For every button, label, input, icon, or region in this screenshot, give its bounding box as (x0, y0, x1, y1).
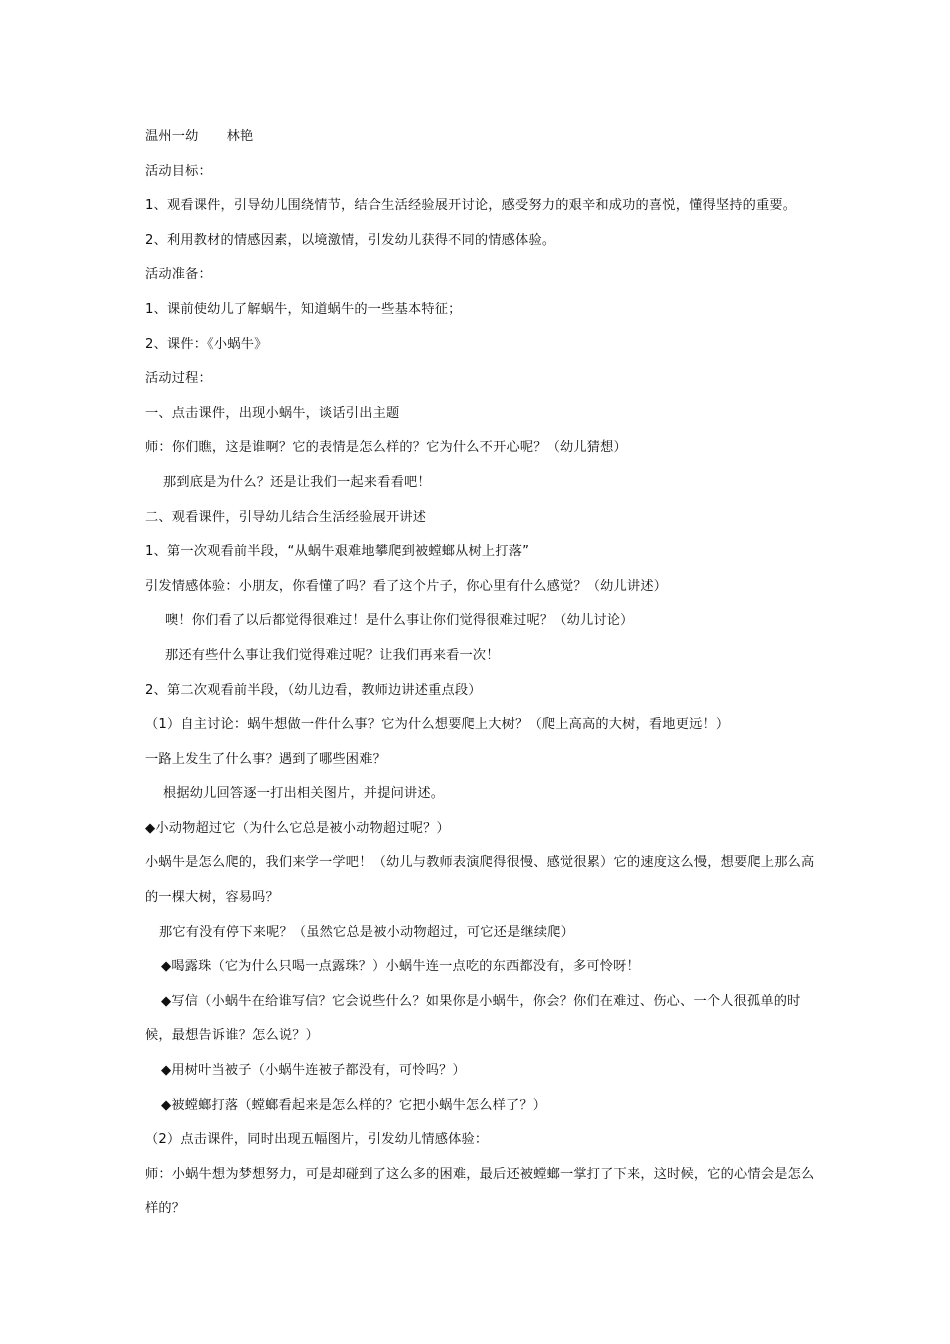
list-item: ◆喝露珠（它为什么只喝一点露珠？）小蜗牛连一点吃的东西都没有，多可怜呀！ (161, 959, 640, 975)
paragraph: 一、点击课件，出现小蜗牛，谈话引出主题 (145, 405, 400, 421)
list-item: ◆写信（小蜗牛在给谁写信？它会说些什么？如果你是小蜗牛，你会？你们在难过、伤心、一个人很孤单的时候，最想告诉谁？怎么说？） (145, 993, 801, 1044)
paragraph: 师：你们瞧，这是谁啊？它的表情是怎么样的？它为什么不开心呢？（幼儿猜想） (145, 440, 627, 456)
document-page (145, 126, 817, 1227)
paragraph: 2、课件：《小蜗牛》 (145, 336, 268, 352)
paragraph: 1、观看课件，引导幼儿围绕情节，结合生活经验展开讨论，感受努力的艰辛和成功的喜悦，懂得坚持的重要。 (145, 198, 797, 214)
paragraph: 2、第二次观看前半段，（幼儿边看，教师边讲述重点段） (145, 682, 482, 698)
list-item: ◆用树叶当被子（小蜗牛连被子都没有，可怜吗？） (161, 1063, 466, 1079)
paragraph: 2、利用教材的情感因素，以境激情，引发幼儿获得不同的情感体验。 (145, 232, 556, 248)
paragraph: 噢！你们看了以后都觉得很难过！是什么事让你们觉得很难过呢？（幼儿讨论） (165, 613, 634, 629)
paragraph: （2）点击课件，同时出现五幅图片，引发幼儿情感体验： (145, 1132, 489, 1148)
paragraph: 那它有没有停下来呢？（虽然它总是被小动物超过，可它还是继续爬） (159, 924, 575, 940)
section-heading-process: 活动过程： (145, 371, 212, 387)
author-name: 林艳 (226, 129, 254, 144)
list-item: ◆被螳螂打落（螳螂看起来是怎么样的？它把小蜗牛怎么样了？） (161, 1097, 547, 1113)
school-name: 温州一幼 (145, 129, 199, 144)
section-heading-preparation: 活动准备： (145, 267, 212, 283)
paragraph: 引发情感体验：小朋友，你看懂了吗？看了这个片子，你心里有什么感觉？（幼儿讲述） (145, 578, 668, 594)
paragraph: 1、课前使幼儿了解蜗牛，知道蜗牛的一些基本特征； (145, 301, 462, 317)
paragraph: 小蜗牛是怎么爬的，我们来学一学吧！（幼儿与教师表演爬得很慢、感觉很累）它的速度这么慢，想要爬上那么高的一棵大树，容易吗？ (145, 855, 815, 906)
paragraph: 1、第一次观看前半段，“从蜗牛艰难地攀爬到被螳螂从树上打落” (145, 544, 530, 560)
paragraph: （1）自主讨论：蜗牛想做一件什么事？它为什么想要爬上大树？（爬上高高的大树，看地更远！） (145, 717, 730, 733)
paragraph: 那还有些什么事让我们觉得难过呢？让我们再来看一次！ (165, 647, 500, 663)
section-heading-goals: 活动目标： (145, 163, 212, 179)
paragraph: 一路上发生了什么事？遇到了哪些困难？ (145, 751, 386, 767)
list-item: ◆小动物超过它（为什么它总是被小动物超过呢？） (145, 820, 450, 836)
author-line (145, 126, 817, 161)
paragraph: 师：小蜗牛想为梦想努力，可是却碰到了这么多的困难，最后还被螳螂一掌打了下来，这时候，它的心情会是怎么样的？ (145, 1166, 815, 1217)
paragraph: 那到底是为什么？还是让我们一起来看看吧！ (163, 474, 431, 490)
paragraph: 根据幼儿回答逐一打出相关图片，并提问讲述。 (163, 786, 445, 802)
paragraph: 二、观看课件，引导幼儿结合生活经验展开讲述 (145, 509, 427, 525)
